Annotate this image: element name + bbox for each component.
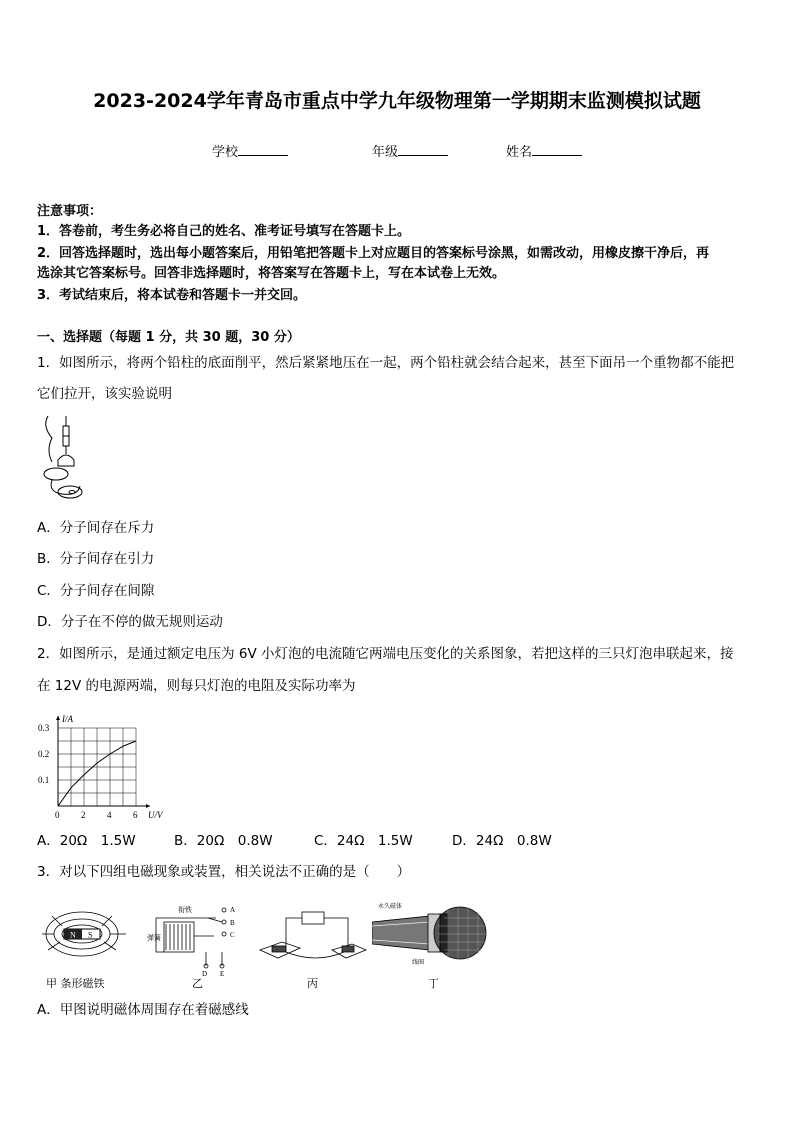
q1-line-2: 它们拉开，该实验说明: [37, 386, 172, 402]
relay-e-label: E: [220, 970, 225, 976]
school-blank: [238, 142, 288, 156]
name-label: 姓名: [506, 145, 533, 160]
q1-line-1: 1．如图所示，将两个铅柱的底面削平，然后紧紧地压在一起，两个铅柱就会结合起来，甚至下面吊一个重物都不能把: [37, 355, 735, 371]
q3-line: 3．对以下四组电磁现象或装置，相关说法不正确的是（ ）: [37, 864, 411, 880]
name-field: [506, 141, 582, 160]
relay-c-label: C: [230, 931, 235, 939]
q1-option-c: C．分子间存在间隙: [37, 583, 155, 599]
q1-option-b: B．分子间存在引力: [37, 551, 155, 567]
notice-line-3: 选涂其它答案标号。回答非选择题时，将答案写在答题卡上，写在本试卷上无效。: [37, 266, 506, 281]
q1-option-d: D．分子在不停的做无规则运动: [37, 614, 223, 630]
caption-bing: 丙: [307, 977, 318, 990]
q2-option-a: A．20Ω 1.5W: [37, 833, 136, 849]
name-blank: [532, 142, 582, 156]
notice-line-2: 2．回答选择题时，选出每小题答案后，用铅笔把答题卡上对应题目的答案标号涂黑，如需改动，用橡皮擦干净后，再: [37, 246, 710, 261]
q2-line-2: 在 12V 的电源两端，则每只灯泡的电阻及实际功率为: [37, 678, 356, 694]
generator-figure: [256, 906, 368, 966]
notice-line-4: 3．考试结束后，将本试卷和答题卡一并交回。: [37, 288, 307, 303]
x-axis-arrow: [146, 804, 150, 808]
speaker-figure: [372, 900, 490, 966]
page-title: 2023-2024学年青岛市重点中学九年级物理第一学期期末监测模拟试题: [93, 90, 701, 112]
relay-d-label: D: [202, 970, 208, 976]
section-heading: 一、选择题（每题 1 分，共 30 题，30 分）: [37, 330, 300, 345]
x-tick-label: 4: [107, 810, 112, 820]
relay-iron-label: 衔铁: [178, 906, 192, 914]
relay-spring-label: 弹簧: [147, 934, 161, 942]
q2-line-1: 2．如图所示，是通过额定电压为 6V 小灯泡的电流随它两端电压变化的关系图象，若把这样的三只灯泡串联起来，接: [37, 646, 734, 662]
grade-blank: [398, 142, 448, 156]
y-tick-label: 0.2: [38, 749, 50, 759]
x-axis-label: U/V: [148, 810, 163, 820]
school-field: [212, 141, 288, 160]
q2-option-d: D．24Ω 0.8W: [452, 833, 552, 849]
bar-magnet-figure: [40, 898, 130, 960]
relay-a-label: A: [230, 906, 236, 914]
x-tick-label: 6: [133, 810, 138, 820]
caption-yi: 乙: [192, 977, 203, 990]
q3-option-a: A．甲图说明磁体周围存在着磁感线: [37, 1002, 249, 1018]
caption-ding: 丁: [428, 977, 439, 990]
x-tick-label: 0: [55, 810, 60, 820]
y-axis-label: I/A: [62, 714, 73, 724]
q2-option-c: C．24Ω 1.5W: [314, 833, 413, 849]
caption-jia: 甲 条形磁铁: [46, 977, 105, 990]
grade-field: [372, 141, 448, 160]
relay-b-label: B: [230, 919, 235, 927]
ding-top-label: 永久磁体: [378, 904, 403, 910]
grade-label: 年级: [372, 145, 399, 160]
school-label: 学校: [212, 145, 239, 160]
q2-option-b: B．20Ω 0.8W: [174, 833, 273, 849]
magnet-s-label: S: [88, 930, 93, 940]
q1-option-a: A．分子间存在斥力: [37, 520, 155, 536]
notice-heading: 注意事项：: [37, 204, 103, 219]
x-tick-label: 2: [81, 810, 86, 820]
y-tick-label: 0.1: [38, 775, 50, 785]
lead-cylinder-figure: [38, 414, 86, 510]
notice-line-1: 1．答卷前，考生务必将自己的姓名、准考证号填写在答题卡上。: [37, 224, 411, 239]
chart-grid: [58, 728, 136, 806]
ding-bottom-label: 线圈: [412, 960, 425, 966]
iu-chart: [36, 710, 171, 822]
y-axis-arrow: [56, 716, 60, 720]
magnet-n-label: N: [70, 930, 76, 940]
y-tick-label: 0.3: [38, 723, 50, 733]
relay-figure: [146, 898, 256, 976]
